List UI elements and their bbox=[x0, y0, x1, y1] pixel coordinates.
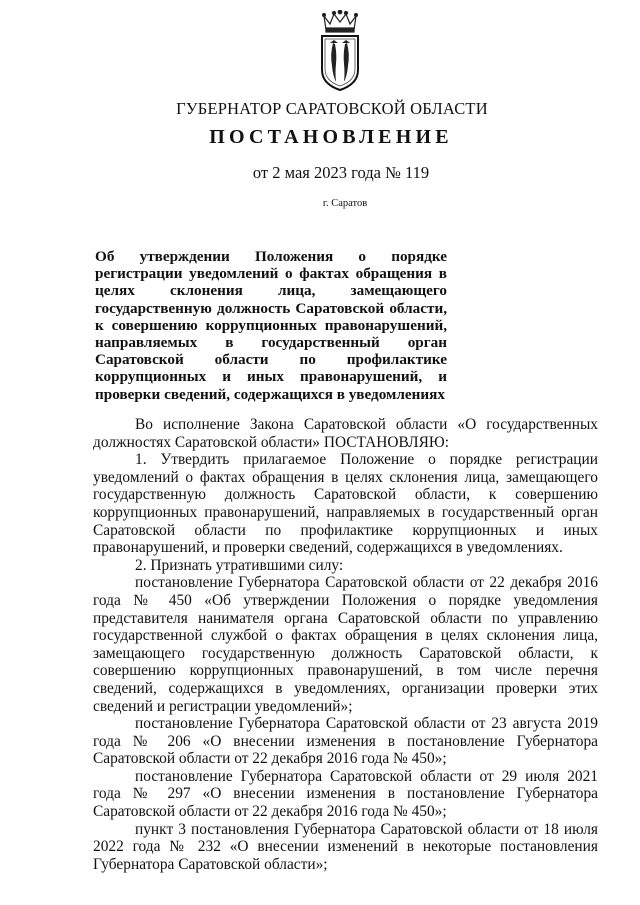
document-type-heading: ПОСТАНОВЛЕНИЕ bbox=[209, 126, 453, 148]
body-paragraph: 1. Утвердить прилагаемое Положение о порядке регистрации уведомлений о фактах обращения в целях склонения лица, замещающего государственную должность Саратовской области, к совершению коррупционных правонарушений, направляемых в государственный орган Саратовской области по профилактике коррупционных и иных правонарушений, и проверки сведений, содержащихся в уведомлениях. bbox=[93, 451, 598, 557]
document-body bbox=[93, 416, 598, 873]
saratov-coat-of-arms-icon bbox=[316, 10, 364, 92]
document-title: Об утверждении Положения о порядке регистрации уведомлений о фактах обращения в целях склонения лица, замещающего государственную должность Саратовской области, к совершению коррупционных правонарушений, направляемых в государственный орган Саратовской области по профилактике коррупционных и иных правонарушений, и проверки сведений, содержащихся в уведомлениях bbox=[95, 248, 447, 403]
body-paragraph: постановление Губернатора Саратовской области от 22 декабря 2016 года № 450 «Об утверждении Положения о порядке уведомления представителя нанимателя органа Саратовской области по управлению государственной службой о фактах обращения в целях склонения лица, замещающего государственную должность Саратовской области, к совершению коррупционных правонарушений, в том числе перечня сведений, содержащихся в уведомлениях, организации проверки этих сведений и регистрации уведомлений»; bbox=[93, 574, 598, 715]
document-city: г. Саратов bbox=[322, 198, 368, 209]
body-paragraph: постановление Губернатора Саратовской области от 23 августа 2019 года № 206 «О внесении изменения в постановление Губернатора Саратовской области от 22 декабря 2016 года № 450»; bbox=[93, 715, 598, 768]
body-paragraph: пункт 3 постановления Губернатора Саратовской области от 18 июля 2022 года № 232 «О внесении изменений в некоторые постановления Губернатора Саратовской области»; bbox=[93, 820, 598, 873]
body-paragraph: 2. Признать утратившими силу: bbox=[135, 556, 344, 574]
authority-heading: ГУБЕРНАТОР САРАТОВСКОЙ ОБЛАСТИ bbox=[176, 99, 488, 118]
body-paragraph: постановление Губернатора Саратовской области от 29 июля 2021 года № 297 «О внесении изменения в постановление Губернатора Саратовской области от 22 декабря 2016 года № 450»; bbox=[93, 767, 598, 821]
body-paragraph: Во исполнение Закона Саратовской области «О государственных должностях Саратовской области» ПОСТАНОВЛЯЮ: bbox=[93, 416, 598, 451]
document-date-number: от 2 мая 2023 года № 119 bbox=[252, 163, 430, 182]
